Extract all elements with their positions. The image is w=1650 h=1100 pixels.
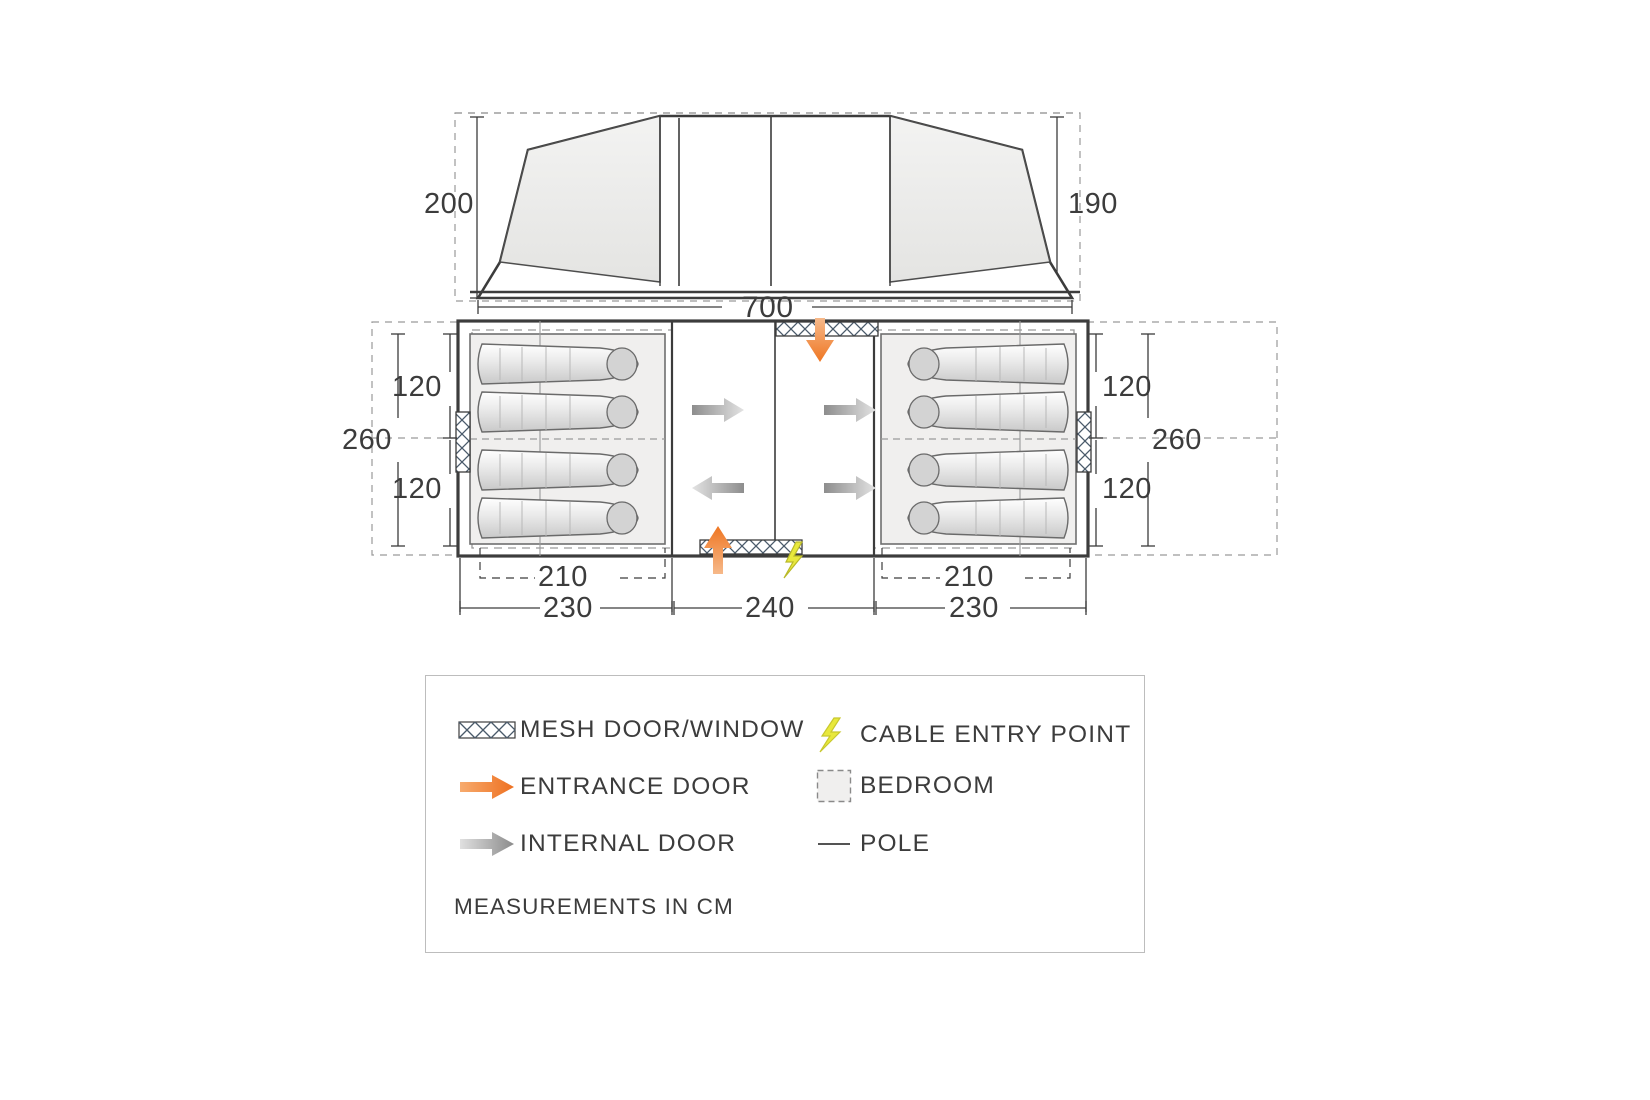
- elevation-right-height-label: 190: [1068, 188, 1118, 220]
- right-inner-width-label: 210: [944, 561, 994, 593]
- sleeping-bag: [908, 498, 1068, 538]
- mesh-window-right: [1077, 412, 1091, 472]
- legend-label-bedroom: BEDROOM: [860, 772, 995, 799]
- legend-label-entrance-door: ENTRANCE DOOR: [520, 773, 751, 800]
- legend-item-bedroom: [816, 769, 995, 803]
- sleeping-bag: [908, 392, 1068, 432]
- left-inner-width-label: 210: [538, 561, 588, 593]
- elevation-left-panel: [500, 116, 660, 282]
- centre-width-label: 240: [745, 592, 795, 624]
- legend-label-cable-entry: CABLE ENTRY POINT: [860, 721, 1132, 748]
- mesh-door-icon: [458, 719, 520, 741]
- elevation-width-label: 700: [742, 291, 794, 324]
- sleeping-bag: [478, 450, 638, 490]
- mesh-window-left: [456, 412, 470, 472]
- entrance-door-arrow-icon: [458, 773, 520, 801]
- left-depth-dims: [391, 334, 457, 546]
- elevation-right-panel: [890, 116, 1050, 282]
- plan-view: [372, 318, 1277, 615]
- sleeping-bag: [478, 344, 638, 384]
- left-upper-depth-label: 120: [392, 371, 442, 403]
- right-outer-width-label: 230: [949, 592, 999, 624]
- legend-label-internal-door: INTERNAL DOOR: [520, 830, 737, 857]
- right-lower-depth-label: 120: [1102, 473, 1152, 505]
- legend-item-mesh-door: [458, 716, 805, 744]
- elevation-view: [455, 113, 1080, 314]
- measurements-note: MEASUREMENTS IN CM: [454, 894, 734, 919]
- legend-item-internal-door: [458, 830, 736, 858]
- legend-label-pole: POLE: [860, 830, 931, 857]
- legend-item-entrance-door: [458, 773, 751, 801]
- sleeping-bag: [478, 498, 638, 538]
- sleeping-bag: [908, 344, 1068, 384]
- right-depth-dims: [1089, 334, 1155, 546]
- legend-item-pole: [816, 830, 930, 858]
- legend: [425, 675, 1145, 953]
- legend-label-mesh-door: MESH DOOR/WINDOW: [520, 716, 805, 743]
- sleeping-bag: [908, 450, 1068, 490]
- left-outer-width-label: 230: [543, 592, 593, 624]
- elevation-left-height-label: 200: [424, 188, 474, 220]
- bedroom-swatch-icon: [816, 769, 860, 803]
- left-lower-depth-label: 120: [392, 473, 442, 505]
- cable-entry-icon: [816, 716, 860, 754]
- left-total-depth-label: 260: [342, 424, 392, 456]
- right-upper-depth-label: 120: [1102, 371, 1152, 403]
- right-total-depth-label: 260: [1152, 424, 1202, 456]
- pole-line-icon: [816, 837, 860, 851]
- sleeping-bag: [478, 392, 638, 432]
- legend-item-cable-entry: [816, 716, 1131, 754]
- internal-door-arrow-icon: [458, 830, 520, 858]
